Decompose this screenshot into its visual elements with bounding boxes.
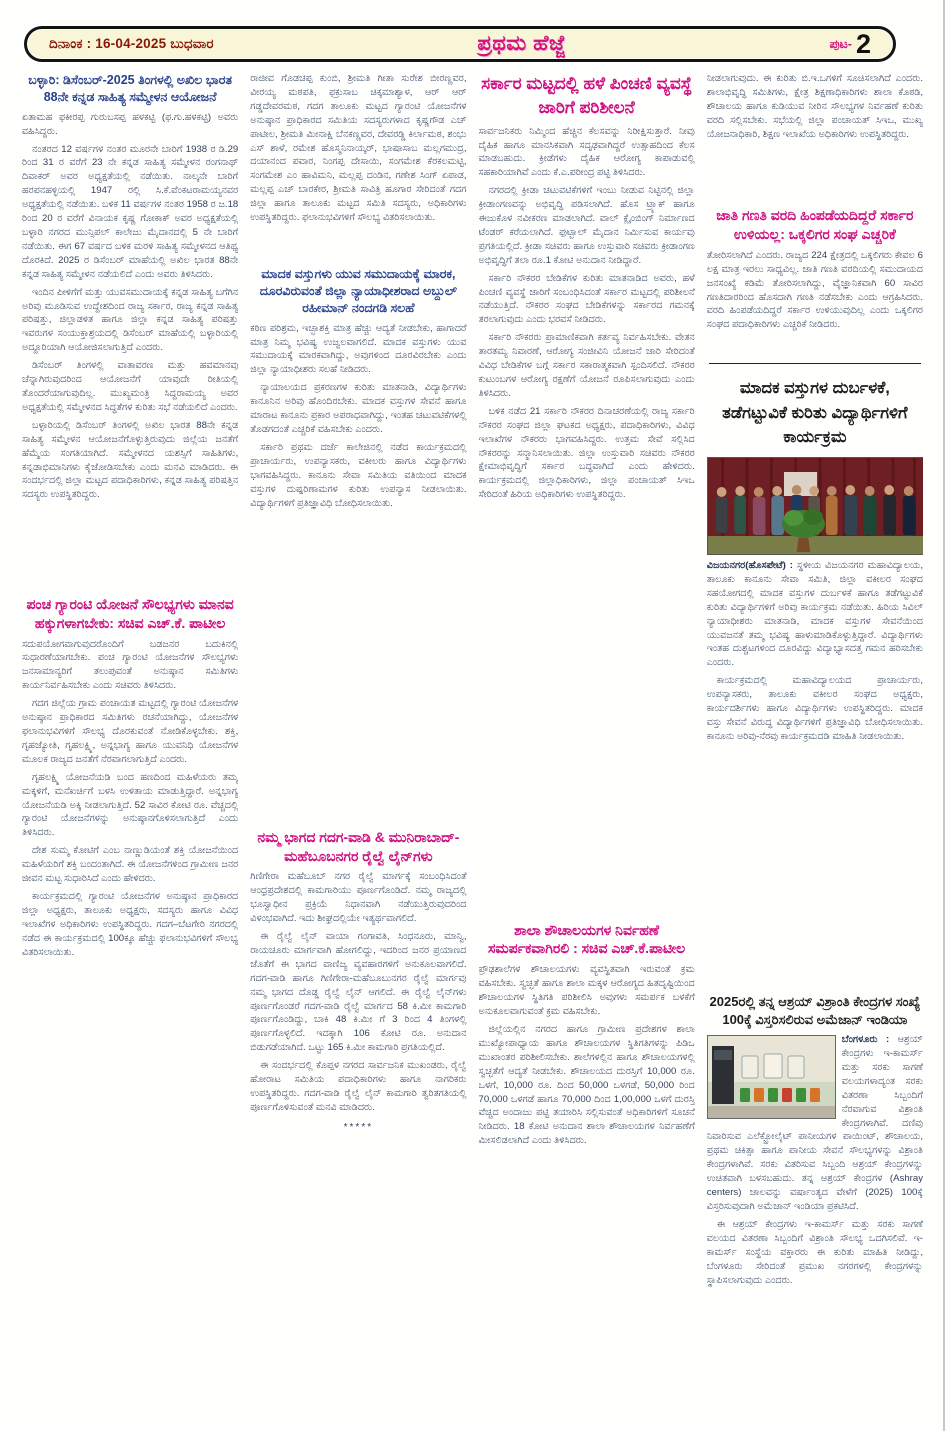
- subheadline-drug-warning: ಮಾದಕ ವಸ್ತುಗಳು ಯುವ ಸಮುದಾಯಕ್ಕೆ ಮಾರಕ, ದೂರವಿರುವಂತೆ ಜಿಲ್ಲಾ ನ್ಯಾಯಾಧೀಶರಾದ ಅಬ್ದುಲ್ ರಹೀಮಾನ್ ನಂದಗಡಿ ಸಲಹೆ: [259, 267, 458, 315]
- article-paragraph: ನೀಡಲಾಗುವುದು. ಈ ಕುರಿತು ಬಿ.ಇ.ಒಗಳಿಗೆ ಸೂಚಿಸಲಾಗಿದೆ ಎಂದರು. ಶಾಲಾಭಿವೃದ್ಧಿ ಸಮಿತಿಗಳು, ಕ್ಷೇತ್ರ ಶಿಕ್ಷಣಾಧಿಕಾರಿಗಳು ಶಾಲಾ ಕೊಠಡಿ, ಶೌಚಾಲಯ ಹಾಗೂ ಕುಡಿಯುವ ನೀರಿನ ಸೌಲಭ್ಯಗಳ ನಿರ್ವಹಣೆ ಕುರಿತು ವರದಿ ಸಲ್ಲಿಸಬೇಕು. ಸಭೆಯಲ್ಲಿ ಜಿಲ್ಲಾ ಪಂಚಾಯತ್ ಸಿಇಒ, ಮುಖ್ಯ ಯೋಜನಾಧಿಕಾರಿ, ಶಿಕ್ಷಣ ಇಲಾಖೆಯ ಅಧಿಕಾರಿಗಳು ಉಪಸ್ಥಿತರಿದ್ದರು.: [706, 73, 923, 140]
- page-number: 2: [855, 28, 871, 59]
- article-body: [707, 559, 923, 987]
- article-paragraph: ಈ ಆಶ್ರಯ್ ಕೇಂದ್ರಗಳು ಇ-ಕಾಮರ್ಸ್ ಮತ್ತು ಸರಕು ಸಾಗಣೆ ವಲಯದ ವಿತರಣಾ ಸಿಬ್ಬಂದಿಗೆ ವಿಶ್ರಾಂತಿ ಸೌಲಭ್ಯ ಒದಗಿಸಲಿವೆ. ಇ-ಕಾಮರ್ಸ್ ಸಂಸ್ಥೆಯ ವಕ್ತಾರರು ಈ ಕುರಿತು ಮಾಹಿತಿ ನೀಡಿದ್ದು, ಬೆಂಗಳೂರು ಸೇರಿದಂತೆ ಪ್ರಮುಖ ನಗರಗಳಲ್ಲಿ ಕೇಂದ್ರಗಳನ್ನು ಸ್ಥಾಪಿಸಲಾಗುವುದು ಎಂದರು.: [706, 1218, 923, 1286]
- ashray-centre-photo: [707, 1035, 836, 1119]
- article-paragraph: ಪ್ರೌಢಶಾಲೆಗಳ ಶೌಚಾಲಯಗಳು ವ್ಯವಸ್ಥಿತವಾಗಿ ಇರುವಂತೆ ಕ್ರಮ ವಹಿಸಬೇಕು. ಸ್ವಚ್ಛತೆ ಹಾಗೂ ಶಾಲಾ ಮಕ್ಕಳ ಆರೋಗ್ಯದ ಹಿತದೃಷ್ಟಿಯಿಂದ ಶೌಚಾಲಯಗಳ ಸ್ಥಿತಿಗತಿ ಪರಿಶೀಲಿಸಿ ಅವುಗಳು ಸಮರ್ಪಕ ಬಳಕೆಗೆ ಅನುಕೂಲವಾಗುವಂತೆ ಕ್ರಮ ವಹಿಸಬೇಕು.: [478, 964, 695, 1018]
- article-body: [250, 322, 466, 822]
- headline-school-toilets: ಶಾಲಾ ಶೌಚಾಲಯಗಳ ನಿರ್ವಹಣೆ ಸಮರ್ಪಕವಾಗಿರಲಿ : ಸಚಿವ ಎಚ್.ಕೆ.ಪಾಟೀಲ: [488, 921, 686, 957]
- headline-pancha-guarantee: ಪಂಚ ಗ್ಯಾರಂಟಿ ಯೋಜನೆ ಸೌಲಭ್ಯಗಳು ಮಾನವ ಹಕ್ಕುಗಳಾಗಬೇಕು: ಸಚಿವ ಎಚ್.ಕೆ. ಪಾಟೀಲ: [26, 595, 234, 631]
- headline-caste-census: ಜಾತಿ ಗಣತಿ ವರದಿ ಹಿಂಪಡೆಯದಿದ್ದರೆ ಸರ್ಕಾರ ಉಳಿಯಲ್ಲ: ಒಕ್ಕಲಿಗರ ಸಂಘ ಎಚ್ಚರಿಕೆ: [716, 207, 914, 242]
- article-paragraph: ತೋರಿಸಲಾಗಿದೆ ಎಂದರು. ರಾಜ್ಯದ 224 ಕ್ಷೇತ್ರದಲ್ಲಿ ಒಕ್ಕಲಿಗರು ಕೇವಲ 6 ಲಕ್ಷ ಮಾತ್ರ ಇರಲು ಸಾಧ್ಯವಿಲ್ಲ. ಜಾತಿ ಗಣತಿ ವರದಿಯಲ್ಲಿ ಸಮುದಾಯದ ಜನಸಂಖ್ಯೆ ಕಡಿಮೆ ತೋರಿಸಲಾಗಿದ್ದು, ವೈಜ್ಞಾನಿಕವಾಗಿ 60 ಸಾವಿರ ಗಣತಿದಾರರಿಂದ ಹೊಸದಾಗಿ ಗಣತಿ ನಡೆಸಬೇಕು ಎಂದು ಆಗ್ರಹಿಸಿದರು. ವರದಿ ಹಿಂಪಡೆಯದಿದ್ದರೆ ಸರ್ಕಾರ ಉಳಿಯುವುದಿಲ್ಲ ಎಂದು ಒಕ್ಕಲಿಗರ ಸಂಘದ ಪದಾಧಿಕಾರಿಗಳು ಎಚ್ಚರಿಕೆ ನೀಡಿದರು.: [706, 249, 923, 331]
- article-paragraph: ನಂತರದ 12 ವರ್ಷಗಳ ನಂತರ ಮೂರನೇ ಬಾರಿಗೆ 1938 ರ ಡಿ.29 ರಿಂದ 31 ರ ವರೆಗೆ 23 ನೇ ಕನ್ನಡ ಸಾಹಿತ್ಯ ಸಮ್ಮೇಳನ ರಂಗನಾಥ್ ದಿವಾಕರ್ ಅವರ ಅಧ್ಯಕ್ಷತೆಯಲ್ಲಿ ನಡೆಯಿತು. ನಾಲ್ಕನೇ ಬಾರಿಗೆ ಹರಪನಹಳ್ಳಿಯಲ್ಲಿ 1947 ರಲ್ಲಿ ಸಿ.ಕೆ.ವೆಂಕಟರಾಮಯ್ಯನವರ ಅಧ್ಯಕ್ಷತೆಯಲ್ಲಿ ನಡೆಯಿತು. ಬಳಿಕ 11 ವರ್ಷಗಳ ನಂತರ 1958 ರ ಜ.18 ರಿಂದ 20 ರ ವರೆಗೆ ವಿನಾಯಕ ಕೃಷ್ಣ ಗೋಕಾಕ್ ಅವರ ಅಧ್ಯಕ್ಷತೆಯಲ್ಲಿ ಬಳ್ಳಾರಿ ನಗರದ ಮುನ್ಸಿಪಲ್ ಕಾಲೇಜು ಮೈದಾನದಲ್ಲಿ 5 ನೇ ಬಾರಿಗೆ ನಡೆಯಿತು. ಈಗ 67 ವರ್ಷದ ಬಳಿಕ ಮರಳಿ ಸಾಹಿತ್ಯ ಸಮ್ಮೇಳನದ ಆತಿಥ್ಯ ದೊರಕಿದೆ. 2025 ರ ಡಿಸೆಂಬರ್ ಮಾಹೆಯಲ್ಲಿ ಅಖಿಲ ಭಾರತ 88ನೇ ಕನ್ನಡ ಸಾಹಿತ್ಯ ಸಮ್ಮೇಳನ ನಡೆಯಲಿದೆ ಎಂದು ಅವರು ತಿಳಿಸಿದರು.: [22, 143, 239, 280]
- article-paragraph: ಕಾರ್ಯಕ್ರಮದಲ್ಲಿ ಗ್ಯಾರಂಟಿ ಯೋಜನೆಗಳ ಅನುಷ್ಠಾನ ಪ್ರಾಧಿಕಾರದ ಜಿಲ್ಲಾ ಅಧ್ಯಕ್ಷರು, ತಾಲೂಕು ಅಧ್ಯಕ್ಷರು, ಸದಸ್ಯರು ಹಾಗೂ ವಿವಿಧ ಇಲಾಖೆಗಳ ಅಧಿಕಾರಿಗಳು ಉಪಸ್ಥಿತರಿದ್ದರು. ಗದಗ–ಬೆಟಗೇರಿ ನಗರದಲ್ಲಿ ನಡೆದ ಈ ಕಾರ್ಯಕ್ರಮದಲ್ಲಿ 100ಕ್ಕೂ ಹೆಚ್ಚು ಫಲಾನುಭವಿಗಳಿಗೆ ಸೌಲಭ್ಯ ವಿತರಿಸಲಾಯಿತು.: [22, 890, 239, 958]
- group-photo: [707, 457, 923, 555]
- article-text: ಆಶ್ರಯ್ ಕೇಂದ್ರಗಳು ಇ-ಕಾಮರ್ಸ್ ಮತ್ತು ಸರಕು ಸಾಗಣೆ ವಲಯಗಳಾದ್ಯಂತ ಸರಕು ವಿತರಣಾ ಸಿಬ್ಬಂದಿಗೆ ನೆರವಾಗುವ ವಿಶ್ರಾಂತಿ ಕೇಂದ್ರಗಳಾಗಿವೆ. ದಣಿವು ನಿವಾರಿಸುವ ಎಲೆಕ್ಟ್ರೋಲೈಟ್ ಪಾನೀಯಗಳ ಪಾಯಿಂಟ್, ಶೌಚಾಲಯ, ಪ್ರಥಮ ಚಿಕಿತ್ಸಾ ಹಾಗೂ ಪಾನೀಯ ಸೇವನೆ ಸೌಲಭ್ಯಗಳನ್ನು ವಿಶ್ರಾಂತಿ ಕೇಂದ್ರಗಳಾಗಿವೆ. ಸರಕು ವಿತರಿಸುವ ಸಿಬ್ಬಂದಿ ಆಶ್ರಯ್ ಕೇಂದ್ರಗಳನ್ನು ಉಚಿತವಾಗಿ ಬಳಸಬಹುದು. ತನ್ನ ಆಶ್ರಯ್ ಕೇಂದ್ರಗಳ (Ashray centers) ಜಾಲವನ್ನು ವರ್ಷಾಂತ್ಯದ ವೇಳೆಗೆ (2025) 100ಕ್ಕೆ ವಿಸ್ತರಿಸುವುದಾಗಿ ಅಮೆಜಾನ್ ಇಂಡಿಯಾ ಪ್ರಕಟಿಸಿದೆ.: [706, 1034, 923, 1212]
- article-paragraph: ಬಳ್ಳಾರಿಯಲ್ಲಿ ಡಿಸೆಂಬರ್ ತಿಂಗಳಲ್ಲಿ ಅಖಿಲ ಭಾರತ 88ನೇ ಕನ್ನಡ ಸಾಹಿತ್ಯ ಸಮ್ಮೇಳನ ಆಯೋಜನೆಗೊಳ್ಳುತ್ತಿರುವುದು ಜಿಲ್ಲೆಯ ಜನತೆಗೆ ಹೆಮ್ಮೆಯ ಸಂಗತಿಯಾಗಿದೆ. ಸಮ್ಮೇಳನದ ಯಶಸ್ಸಿಗೆ ಸಾಹಿತಿಗಳು, ಕನ್ನಡಾಭಿಮಾನಿಗಳು ಕೈಜೋಡಿಸಬೇಕು ಎಂದು ಮನವಿ ಮಾಡಿದರು. ಈ ಸಂದರ್ಭದಲ್ಲಿ ಜಿಲ್ಲಾ ಮಟ್ಟದ ಪದಾಧಿಕಾರಿಗಳು, ಕನ್ನಡ ಸಾಹಿತ್ಯ ಪರಿಷತ್ತಿನ ಸದಸ್ಯರು ಉಪಸ್ಥಿತರಿದ್ದರು.: [22, 419, 239, 501]
- article-body: [707, 72, 923, 200]
- article-body: [479, 963, 695, 1424]
- headline-drug-awareness-programme: ಮಾದಕ ವಸ್ತುಗಳ ದುರ್ಬಳಕೆ, ತಡೆಗಟ್ಟುವಿಕೆ ಕುರಿತು ವಿದ್ಯಾರ್ಥಿಗಳಿಗೆ ಕಾರ್ಯಕ್ರಮ: [722, 378, 908, 447]
- dateline: ಬೆಂಗಳೂರು :: [841, 1034, 890, 1046]
- masthead: [24, 26, 896, 62]
- article-paragraph: ನ್ಯಾಯಾಲಯದ ಪ್ರಕರಣಗಳ ಕುರಿತು ಮಾತನಾಡಿ, ವಿದ್ಯಾರ್ಥಿಗಳು ಕಾನೂನಿನ ಅರಿವು ಹೊಂದಿರಬೇಕು. ಮಾದಕ ವಸ್ತುಗಳ ಸೇವನೆ ಹಾಗೂ ಮಾರಾಟ ಕಾನೂನು ಪ್ರಕಾರ ಅಪರಾಧವಾಗಿದ್ದು, ಇಂತಹ ಚಟುವಟಿಕೆಗಳಲ್ಲಿ ತೊಡಗದಂತೆ ಎಚ್ಚರಿಕೆ ವಹಿಸಬೇಕು ಎಂದರು.: [250, 382, 467, 435]
- column-1: [22, 72, 238, 1424]
- article-end-mark: *****: [343, 1121, 374, 1133]
- article-paragraph: ದೇಶ ಸುಮ್ಮ ಕೋಟಿಗೆ ಎಂಬ ನಾಣ್ಣುಡಿಯಂತೆ ಶಕ್ತಿ ಯೋಜನೆಯಿಂದ ಮಹಿಳೆಯರಿಗೆ ಶಕ್ತಿ ಬಂದಂತಾಗಿದೆ. ಈ ಯೋಜನೆಗಳಿಂದ ಗ್ರಾಮೀಣ ಜನರ ಜೀವನ ಮಟ್ಟ ಸುಧಾರಿಸಿದೆ ಎಂದು ಹೇಳಿದರು.: [22, 845, 239, 885]
- article-paragraph: ಜಿಲ್ಲೆಯಲ್ಲಿನ ನಗರದ ಹಾಗೂ ಗ್ರಾಮೀಣ ಪ್ರದೇಶಗಳ ಶಾಲಾ ಮುಖ್ಯೋಪಾಧ್ಯಾಯ ಹಾಗೂ ಶೌಚಾಲಯಗಳ ಸ್ಥಿತಿಗತಿಗಳನ್ನು ಪಿಡಿಒ ಮುಖಾಂತರ ಪರಿಶೀಲಿಸಬೇಕು. ಶಾಲೆಗಳಲ್ಲಿನ ಹಾಗೂ ಶೌಚಾಲಯಗಳಲ್ಲಿ ಸ್ವಚ್ಛತೆಗೆ ಆದ್ಯತೆ ನೀಡಬೇಕು. ಶೌಚಾಲಯದ ದುರಸ್ತಿಗೆ 10,000 ರೂ. ಒಳಗೆ, 10,000 ರೂ. ದಿಂದ 50,000 ಒಳಗಡೆ, 50,000 ರಿಂದ 70,000 ಒಳಗಡೆ ಹಾಗೂ 70,000 ದಿಂದ 1,00,000 ಒಳಗೆ ದುರಸ್ತಿ ವೆಚ್ಚದ ಅಂದಾಜು ಪಟ್ಟಿ ತಯಾರಿಸಿ ಸಲ್ಲಿಸುವಂತೆ ಅಧಿಕಾರಿಗಳಿಗೆ ಸೂಚನೆ ನೀಡಿದರು. 18 ಕೋಟಿ ಅನುದಾನ ಶಾಲಾ ಶೌಚಾಲಯಗಳ ನಿರ್ವಹಣೆಗೆ ಮೀಸಲಿಡಲಾಗಿದೆ ಎಂದು ತಿಳಿಸಿದರು.: [478, 1024, 695, 1147]
- edition-date: ದಿನಾಂಕ : 16-04-2025 ಬುಧವಾರ: [49, 36, 214, 51]
- article-paragraph: ಏತಾಮಹ ಫಕೀರಪ್ಪ ಗುರುಬಸಪ್ಪ ಹಳಕಟ್ಟಿ (ಫ.ಗು.ಹಳಕಟ್ಟಿ) ಅವರು ವಹಿಸಿದ್ದರು.: [22, 111, 239, 137]
- column-2: [250, 72, 466, 1424]
- headline-old-pension: ಸರ್ಕಾರ ಮಟ್ಟದಲ್ಲಿ ಹಳೆ ಪಿಂಚಣಿ ವ್ಯವಸ್ಥೆ ಜಾರಿಗೆ ಪರಿಶೀಲನೆ: [481, 74, 693, 117]
- article-paragraph: ರಾಜೀವ ಗೊಡಚಪ್ಪ ಕುಂಬಿ, ಶ್ರೀಮತಿ ಗೀತಾ ಸುರೇಶ ಬೀರಣ್ಣವರ, ವೀರಯ್ಯ ಮಠಪತಿ, ಫಕ್ರುಸಾಬ ಚಿಕ್ಕಮಾಶ್ಯಾಳ, ಆರ್ ಆರ್ ಗಡ್ಡದೇವರಮಠ, ಗದಗ ತಾಲೂಕು ಮಟ್ಟದ ಗ್ಯಾರಂಟಿ ಯೋಜನೆಗಳ ಅನುಷ್ಠಾನ ಪ್ರಾಧಿಕಾರದ ಸಮಿತಿಯ ಸದಸ್ಯರುಗಳಾದ ಕೃಷ್ಣಗೌಡ ಎಚ್ ಪಾಟೀಲ, ಶ್ರೀಮತಿ ಮೀನಾಕ್ಷಿ ಬೆನಕಣ್ಣವರ, ದೇವರಡ್ಡಿ ಕಿರ್ಲಾಮಠ, ಶಂಭು ಎಸ್ ಶಾಳೆ, ರಮೇಶ ಹೊಸ್ಮನಿನಾಯ್ಕರ್, ಭಾಷಾಸಾಬ ಮಲ್ಲಗಮುದ್ರ, ದಯಾನಂದ ಪವಾರ, ನಿಂಗಪ್ಪ ದೇಸಾಯಿ, ಸಂಗಮೇಶ ಕೆರಕಲಮಟ್ಟಿ, ಸಂಗಮೇಶ ಎಂ ಹಾವಿಮನಿ, ಮಲ್ಲಪ್ಪ ದಂಡಿನ, ಗಣೇಶ ಸಿಂಗ್ ಏಪಾಡ, ಮಲ್ಲಪ್ಪ ಎಚ್ ಬಾರಕೇರ, ಶ್ರೀಮತಿ ಸಾವಿತ್ರಿ ಹೂಗಾರ ಸೇರಿದಂತೆ ಗದಗ ಜಿಲ್ಲಾ ಹಾಗೂ ತಾಲೂಕು ಮಟ್ಟದ ಸಮಿತಿ ಸದಸ್ಯರು, ಅಧಿಕಾರಿಗಳು ಉಪಸ್ಥಿತರಿದ್ದರು. ಫಲಾನುಭವಿಗಳಿಗೆ ಸೌಲಭ್ಯ ವಿತರಿಸಲಾಯಿತು.: [250, 73, 467, 224]
- article-paragraph: ಕಾರ್ಯಕ್ರಮದಲ್ಲಿ ಮಹಾವಿದ್ಯಾಲಯದ ಪ್ರಾಚಾರ್ಯರು, ಉಪನ್ಯಾಸಕರು, ತಾಲೂಕು ವಕೀಲರ ಸಂಘದ ಅಧ್ಯಕ್ಷರು, ಕಾರ್ಯದರ್ಶಿಗಳು ಹಾಗೂ ವಿದ್ಯಾರ್ಥಿಗಳು ಉಪಸ್ಥಿತರಿದ್ದರು. ಮಾದಕ ವಸ್ತು ಸೇವನೆ ವಿರುದ್ಧ ವಿದ್ಯಾರ್ಥಿಗಳಿಗೆ ಪ್ರತಿಜ್ಞಾವಿಧಿ ಬೋಧಿಸಲಾಯಿತು. ಕಾನೂನು ಅರಿವು-ನೆರವು ಕಾರ್ಯಕ್ರಮದಡಿ ಮಾಹಿತಿ ನೀಡಲಾಯಿತು.: [706, 675, 923, 742]
- article-paragraph: ಸರ್ಕಾರಿ ನೌಕರರು ಪ್ರಾಮಾಣಿಕವಾಗಿ ಕರ್ತವ್ಯ ನಿರ್ವಹಿಸಬೇಕು. ವೇತನ ತಾರತಮ್ಯ ನಿವಾರಣೆ, ಆರೋಗ್ಯ ಸಂಜೀವಿನಿ ಯೋಜನೆ ಜಾರಿ ಸೇರಿದಂತೆ ವಿವಿಧ ಬೇಡಿಕೆಗಳ ಬಗ್ಗೆ ಸರ್ಕಾರ ಸಕಾರಾತ್ಮಕವಾಗಿ ಸ್ಪಂದಿಸಲಿದೆ. ನೌಕರರ ಕುಟುಂಬಗಳ ಆರೋಗ್ಯ ರಕ್ಷಣೆಗೆ ಯೋಜನೆ ರೂಪಿಸಲಾಗುವುದು ಎಂದು ತಿಳಿಸಿದರು.: [478, 332, 695, 399]
- article-paragraph: ಗೃಹಲಕ್ಷ್ಮಿ ಯೋಜನೆಯಡಿ ಬಂದ ಹಣದಿಂದ ಮಹಿಳೆಯರು ತಮ್ಮ ಮಕ್ಕಳಿಗೆ, ಮನೆಖರ್ಚಿಗೆ ಬಳಸಿ ಉಳಿತಾಯ ಮಾಡುತ್ತಿದ್ದಾರೆ. ಅನ್ನಭಾಗ್ಯ ಯೋಜನೆಯಡಿ ಅಕ್ಕಿ ನೀಡಲಾಗುತ್ತಿದೆ. 52 ಸಾವಿರ ಕೋಟಿ ರೂ. ವೆಚ್ಚದಲ್ಲಿ ಗ್ಯಾರಂಟಿ ಯೋಜನೆಗಳನ್ನು ಅನುಷ್ಠಾನಗೊಳಿಸಲಾಗುತ್ತಿದೆ ಎಂದು ತಿಳಿಸಿದರು.: [22, 771, 239, 839]
- article-paragraph: ಸಾರ್ವಜನಿಕರು ನಿಮ್ಮಿಂದ ಹೆಚ್ಚಿನ ಕೆಲಸವನ್ನು ನಿರೀಕ್ಷಿಸುತ್ತಾರೆ. ನೀವು ದೈಹಿಕ ಹಾಗೂ ಮಾನಸಿಕವಾಗಿ ಸದೃಢವಾಗಿದ್ದರೆ ಉತ್ಸಾಹದಿಂದ ಕೆಲಸ ಮಾಡಬಹುದು. ಕ್ರೀಡೆಗಳು ದೈಹಿಕ ಆರೋಗ್ಯ ಕಾಪಾಡುವಲ್ಲಿ ಸಹಕಾರಿಯಾಗಿವೆ ಎಂದು ಕೆ.ಎ.ಪರೀಂದ್ರ ಪಟ್ಟಿ ತಿಳಿಸಿದರು.: [478, 125, 695, 179]
- article-paragraph: ಈ ರೈಲ್ವೆ ಲೈನ್ ವಾಯಾ ಗಂಗಾವತಿ, ಸಿಂಧನೂರು, ಮಾನ್ವಿ, ರಾಯಚೂರು ಮಾರ್ಗವಾಗಿ ಹೋಗಲಿದ್ದು, ಇದರಿಂದ ಜನರ ಪ್ರಯಾಣದ ಜೊತೆಗೆ ಈ ಭಾಗದ ವಾಣಿಜ್ಯ ವ್ಯವಹಾರಗಳಿಗೆ ಅನುಕೂಲವಾಗಲಿದೆ. ಗದಗ-ವಾಡಿ ಹಾಗೂ ಗಿಣಿಗೇರಾ-ಮಹೆಬೂಬುನಗರ ರೈಲ್ವೆ ಮಾರ್ಗವು ನಮ್ಮ ಭಾಗದ ದೊಡ್ಡ ರೈಲ್ವೆ ಲೈನ್ ಆಗಲಿದೆ. ಈ ರೈಲ್ವೆ ಲೈನ್‌ಗಳು ಪೂರ್ಣಗೊಂಡರೆ ಗದಗ-ವಾಡಿ ರೈಲ್ವೆ ಮಾರ್ಗದ 58 ಕಿ.ಮೀ ಕಾಮಗಾರಿ ಪೂರ್ಣಗೊಂಡಿದ್ದು, ಬಾಕಿ 48 ಕಿ.ಮೀ ಗೆ 3 ರಿಂದ 4 ತಿಂಗಳಲ್ಲಿ ಪೂರ್ಣಗೊಳ್ಳಲಿದೆ. ಇದಕ್ಕಾಗಿ 106 ಕೋಟಿ ರೂ. ಅನುದಾನ ಬಿಡುಗಡೆಯಾಗಿದೆ. ಒಟ್ಟು 165 ಕಿ.ಮೀ ಕಾಮಗಾರಿ ಪ್ರಗತಿಯಲ್ಲಿದೆ.: [250, 931, 467, 1054]
- article-paragraph: ಇಂದಿನ ಪೀಳಿಗೆಗೆ ಮತ್ತು ಯುವಸಮುದಾಯಕ್ಕೆ ಕನ್ನಡ ಸಾಹಿತ್ಯ ಬಗೆಗಿನ ಅರಿವು ಮೂಡಿಸುವ ಉದ್ದೇಶದಿಂದ ರಾಜ್ಯ ಸರ್ಕಾರ, ರಾಜ್ಯ ಕನ್ನಡ ಸಾಹಿತ್ಯ ಪರಿಷತ್ತು, ಜಿಲ್ಲಾಡಳಿತ ಹಾಗೂ ಜಿಲ್ಲಾ ಕನ್ನಡ ಸಾಹಿತ್ಯ ಪರಿಷತ್ತು ಇವರುಗಳ ಸಂಯುಕ್ತಾಶ್ರಯದಲ್ಲಿ ಡಿಸೆಂಬರ್ ಮಾಹೆಯಲ್ಲಿ ಬಳ್ಳಾರಿಯಲ್ಲಿ ಅದ್ದೂರಿಯಾಗಿ ಆಯೋಜಿಸಲಾಗುತ್ತಿದೆ ಎಂದರು.: [22, 286, 239, 354]
- article-paragraph: ಗಿಣಿಗೇರಾ ಮಹೆಬೂಬ್ ನಗರ ರೈಲ್ವೆ ಮಾರ್ಗಕ್ಕೆ ಸಂಬಂಧಿಸಿದಂತೆ ಆಂಧ್ರಪ್ರದೇಶದಲ್ಲಿ ಕಾಮಗಾರಿಯು ಪೂರ್ಣಗೊಂಡಿದೆ. ನಮ್ಮ ರಾಜ್ಯದಲ್ಲಿ ಭೂಸ್ವಾಧೀನ ಪ್ರಕ್ರಿಯೆ ನಿಧಾನವಾಗಿ ನಡೆಯುತ್ತಿರುವುದರಿಂದ ವಿಳಂಭವಾಗಿದೆ. ಇದು ಶೀಘ್ರದಲ್ಲಿಯೇ ಇತ್ಯರ್ಥವಾಗಲಿದೆ.: [250, 871, 467, 925]
- article-body: [250, 870, 466, 1424]
- headline-railway-lines: ನಮ್ಮ ಭಾಗದ ಗದಗ-ವಾಡಿ & ಮುನಿರಾಬಾದ್- ಮಹೆಬೂಬನಗರ ರೈಲ್ವೆ ಲೈನ್‌ಗಳು: [257, 828, 460, 864]
- article-paragraph: ಗದಗ ಜಿಲ್ಲೆಯ ಗ್ರಾಮ ಪಂಚಾಯತ ಮಟ್ಟದಲ್ಲಿ ಗ್ಯಾರಂಟಿ ಯೋಜನೆಗಳ ಅನುಷ್ಠಾನ ಪ್ರಾಧಿಕಾರದ ಸಮಿತಿಗಳು ರಚನೆಯಾಗಿದ್ದು, ಯೋಜನೆಗಳ ಫಲಾನುಭವಿಗಳಿಗೆ ಸೌಲಭ್ಯ ದೊರಕುವಂತೆ ನೋಡಿಕೊಳ್ಳಬೇಕು. ಶಕ್ತಿ, ಗೃಹಜ್ಯೋತಿ, ಗೃಹಲಕ್ಷ್ಮಿ, ಅನ್ನಭಾಗ್ಯ ಹಾಗೂ ಯುವನಿಧಿ ಯೋಜನೆಗಳ ಮೂಲಕ ರಾಜ್ಯದ ಜನತೆಗೆ ನೆರವಾಗಲಾಗುತ್ತಿದೆ ಎಂದರು.: [22, 698, 239, 765]
- column-3: [479, 72, 695, 1424]
- article-paragraph: ಸರ್ಕಾರಿ ನೌಕರರ ಬೇಡಿಕೆಗಳ ಕುರಿತು ಮಾತನಾಡಿದ ಅವರು, ಹಳೆ ಪಿಂಚಣಿ ವ್ಯವಸ್ಥೆ ಜಾರಿಗೆ ಸಂಬಂಧಿಸಿದಂತೆ ಸರ್ಕಾರ ಮಟ್ಟದಲ್ಲಿ ಪರಿಶೀಲನೆ ನಡೆಯುತ್ತಿದೆ. ನೌಕರರ ಸಂಘದ ಬೇಡಿಕೆಗಳನ್ನು ಸರ್ಕಾರದ ಗಮನಕ್ಕೆ ತರಲಾಗುವುದು ಎಂದು ಭರವಸೆ ನೀಡಿದರು.: [478, 272, 695, 326]
- article-paragraph: ಬಳಿಕ ನಡೆದ 21 ಸರ್ಕಾರಿ ನೌಕರರ ದಿನಾಚರಣೆಯಲ್ಲಿ ರಾಜ್ಯ ಸರ್ಕಾರಿ ನೌಕರರ ಸಂಘದ ಜಿಲ್ಲಾ ಘಟಕದ ಅಧ್ಯಕ್ಷರು, ಪದಾಧಿಕಾರಿಗಳು, ವಿವಿಧ ಇಲಾಖೆಗಳ ನೌಕರರು ಭಾಗವಹಿಸಿದ್ದರು. ಉತ್ತಮ ಸೇವೆ ಸಲ್ಲಿಸಿದ ನೌಕರರನ್ನು ಸನ್ಮಾನಿಸಲಾಯಿತು. ಜಿಲ್ಲಾ ಉಸ್ತುವಾರಿ ಸಚಿವರು ನೌಕರರ ಕ್ಷೇಮಾಭಿವೃದ್ಧಿಗೆ ಸರ್ಕಾರ ಬದ್ಧವಾಗಿದೆ ಎಂದು ಹೇಳಿದರು. ಕಾರ್ಯಕ್ರಮದಲ್ಲಿ ಜಿಲ್ಲಾಧಿಕಾರಿಗಳು, ಜಿಲ್ಲಾ ಪಂಚಾಯತ್ ಸಿಇಒ ಸೇರಿದಂತೆ ಹಿರಿಯ ಅಧಿಕಾರಿಗಳು ಉಪಸ್ಥಿತರಿದ್ದರು.: [478, 405, 695, 501]
- headline-amazon-ashray: 2025ರಲ್ಲಿ ತನ್ನ ಆಶ್ರಯ್ ವಿಶ್ರಾಂತಿ ಕೇಂದ್ರಗಳ ಸಂಖ್ಯೆ 100ಕ್ಕೆ ವಿಸ್ತರಿಸಲಿರುವ ಅಮೆಜಾನ್ ಇಂಡಿಯಾ: [709, 994, 921, 1027]
- dateline: ವಿಜಯನಗರ(ಹೊಸಪೇಟೆ) :: [706, 560, 793, 572]
- headline-sahitya-sammelana: ಬಳ್ಳಾರಿ: ಡಿಸೆಂಬರ್-2025 ತಿಂಗಳಲ್ಲಿ ಅಖಿಲ ಭಾರತ 88ನೇ ಕನ್ನಡ ಸಾಹಿತ್ಯ ಸಮ್ಮೇಳನ ಆಯೋಜನೆ: [28, 73, 232, 104]
- article-paragraph: ಈ ಸಂದರ್ಭದಲ್ಲಿ ಕೊಪ್ಪಳ ನಗರದ ಸಾರ್ವಜನಿಕ ಮುಖಂಡರು, ರೈಲ್ವೆ ಹೋರಾಟ ಸಮಿತಿಯ ಪದಾಧಿಕಾರಿಗಳು ಹಾಗೂ ನಾಗರಿಕರು ಉಪಸ್ಥಿತರಿದ್ದರು. ಗದಗ-ವಾಡಿ ರೈಲ್ವೆ ಲೈನ್ ಕಾಮಗಾರಿ ತ್ವರಿತಗತಿಯಲ್ಲಿ ಪೂರ್ಣಗೊಳಿಸುವಂತೆ ಮನವಿ ಮಾಡಿದರು.: [250, 1060, 467, 1113]
- article-paragraph: ಕಠಿಣ ಪರಿಶ್ರಮ, ಇಚ್ಛಾಶಕ್ತಿ ಮಾತ್ರ ಹೆಚ್ಚು ಆದ್ಯತೆ ನೀಡಬೇಕು, ಹಾಗಾದರೆ ಮಾತ್ರ ನಿಮ್ಮ ಭವಿಷ್ಯ ಉಜ್ವಲವಾಗಲಿದೆ. ಮಾದಕ ವಸ್ತುಗಳು ಯುವ ಸಮುದಾಯಕ್ಕೆ ಮಾರಕವಾಗಿದ್ದು, ಅವುಗಳಿಂದ ದೂರವಿರಬೇಕು ಎಂದು ಜಿಲ್ಲಾ ನ್ಯಾಯಾಧೀಶರು ಸಲಹೆ ನೀಡಿದರು.: [250, 322, 467, 376]
- article-body: [707, 1033, 923, 1424]
- section-divider: [709, 363, 921, 364]
- article-body: [22, 111, 238, 589]
- article-body: [479, 125, 695, 915]
- columns-wrapper: [22, 72, 923, 1424]
- page-indicator: [829, 28, 871, 59]
- article-paragraph: ನಗರದಲ್ಲಿ ಕ್ರೀಡಾ ಚಟುವಟಿಕೆಗಳಿಗೆ ಇಂಬು ನೀಡುವ ನಿಟ್ಟಿನಲ್ಲಿ ಜಿಲ್ಲಾ ಕ್ರೀಡಾಂಗಣವನ್ನು ಅಭಿವೃದ್ಧಿ ಪಡಿಸಲಾಗಿದೆ. ಹೊಸ ಟ್ರ್ಯಾಕ್ ಹಾಗೂ ಈಜುಕೊಳ ನವೀಕರಣ ಮಾಡಲಾಗಿದೆ. ವಾಲ್ ಕ್ಲೈಂಬಿಂಗ್ ನಿರ್ಮಾಣದ ಟೆಂಡರ್ ಕರೆಯಲಾಗಿದೆ. ಫುಟ್ಬಾಲ್ ಮೈದಾನ ನಿರ್ಮಿಸುವ ಕಾರ್ಯವು ಪ್ರಗತಿಯಲ್ಲಿದೆ. ಕ್ರೀಡಾ ಸಚಿವರು ಹಾಗೂ ಉಸ್ತುವಾರಿ ಸಚಿವರು ಕ್ರೀಡಾಂಗಣ ಅಭಿವೃದ್ಧಿಗೆ ತಲಾ ರೂ.1 ಕೋಟಿ ಅನುದಾನ ನೀಡಿದ್ದಾರೆ.: [478, 185, 695, 266]
- article-body: [250, 72, 466, 260]
- group-photo-illustration: [708, 458, 923, 554]
- column-4: [707, 72, 923, 1424]
- newspaper-title: ಪ್ರಥಮ ಹೆಜ್ಜೆ: [477, 32, 566, 55]
- page-label: ಪುಟ-: [829, 36, 852, 51]
- photo-caption-paragraph: [707, 559, 923, 670]
- ashray-photo-illustration: [708, 1036, 835, 1118]
- article-paragraph: ಸದುಪಯೋಗವಾಗುವುದರೊಂದಿಗೆ ಬಡಜನರ ಬದುಕಿನಲ್ಲಿ ಸುಧಾರಣೆಯಾಗಬೇಕು. ಪಂಚ ಗ್ಯಾರಂಟಿ ಯೋಜನೆಗಳ ಸೌಲಭ್ಯಗಳು ಜನಸಾಮಾನ್ಯರಿಗೆ ತಲುಪುವಂತೆ ಅನುಷ್ಠಾನ ಸಮಿತಿಗಳು ಕಾರ್ಯನಿರ್ವಹಿಸಬೇಕು ಎಂದು ಸಚಿವರು ತಿಳಿಸಿದರು.: [22, 638, 239, 692]
- article-paragraph: ಸರ್ಕಾರಿ ಪ್ರಥಮ ದರ್ಜೆ ಕಾಲೇಜಿನಲ್ಲಿ ನಡೆದ ಕಾರ್ಯಕ್ರಮದಲ್ಲಿ ಪ್ರಾಚಾರ್ಯರು, ಉಪನ್ಯಾಸಕರು, ವಕೀಲರು ಹಾಗೂ ವಿದ್ಯಾರ್ಥಿಗಳು ಭಾಗವಹಿಸಿದ್ದರು. ಕಾನೂನು ಸೇವಾ ಸಮಿತಿಯ ವತಿಯಿಂದ ಮಾದಕ ವಸ್ತುಗಳ ದುಷ್ಪರಿಣಾಮಗಳ ಕುರಿತು ಉಪನ್ಯಾಸ ನೀಡಲಾಯಿತು. ವಿದ್ಯಾರ್ಥಿಗಳಿಗೆ ಪ್ರತಿಜ್ಞಾವಿಧಿ ಬೋಧಿಸಲಾಯಿತು.: [250, 441, 467, 509]
- photo-caption-text: ಸ್ಥಳೀಯ ವಿಜಯನಗರ ಮಹಾವಿದ್ಯಾಲಯ, ತಾಲೂಕು ಕಾನೂನು ಸೇವಾ ಸಮಿತಿ, ಜಿಲ್ಲಾ ವಕೀಲರ ಸಂಘದ ಸಹಯೋಗದಲ್ಲಿ ಮಾದಕ ವಸ್ತುಗಳ ದುರ್ಬಳಕೆ ಹಾಗೂ ತಡೆಗಟ್ಟುವಿಕೆ ಕುರಿತು ವಿದ್ಯಾರ್ಥಿಗಳಿಗೆ ಅರಿವು ಕಾರ್ಯಕ್ರಮ ನಡೆಯಿತು. ಹಿರಿಯ ಸಿವಿಲ್ ನ್ಯಾಯಾಧೀಶರು ಮಾತನಾಡಿ, ಮಾದಕ ವಸ್ತುಗಳ ಸೇವನೆಯಿಂದ ಯುವಜನತೆ ತಮ್ಮ ಭವಿಷ್ಯ ಹಾಳುಮಾಡಿಕೊಳ್ಳುತ್ತಿದ್ದಾರೆ. ವಿದ್ಯಾರ್ಥಿಗಳು ಇಂತಹ ದುಶ್ಚಟಗಳಿಂದ ದೂರವಿದ್ದು ವಿದ್ಯಾಭ್ಯಾಸದತ್ತ ಗಮನ ಹರಿಸಬೇಕು ಎಂದರು.: [706, 560, 923, 669]
- article-paragraph: ಡಿಸೆಂಬರ್ ತಿಂಗಳಲ್ಲಿ ವಾತಾವರಣ ಮತ್ತು ಹವಮಾನವು ಚೆನ್ನಾಗಿರುವುದರಿಂದ ಆಯೋಜನೆಗೆ ಯಾವುದೇ ರೀತಿಯಲ್ಲಿ ತೊಂದರೆಯಾಗುವುದಿಲ್ಲ. ಮುಖ್ಯಮಂತ್ರಿ ಸಿದ್ದರಾಮಯ್ಯ ಅವರ ಅಧ್ಯಕ್ಷತೆಯಲ್ಲಿ ಸಮ್ಮೇಳನದ ಸಿದ್ಧತೆಗಳ ಕುರಿತು ಸಭೆ ನಡೆಯಲಿದೆ ಎಂದರು.: [22, 360, 239, 413]
- article-body: [707, 249, 923, 357]
- article-body: [22, 638, 238, 1424]
